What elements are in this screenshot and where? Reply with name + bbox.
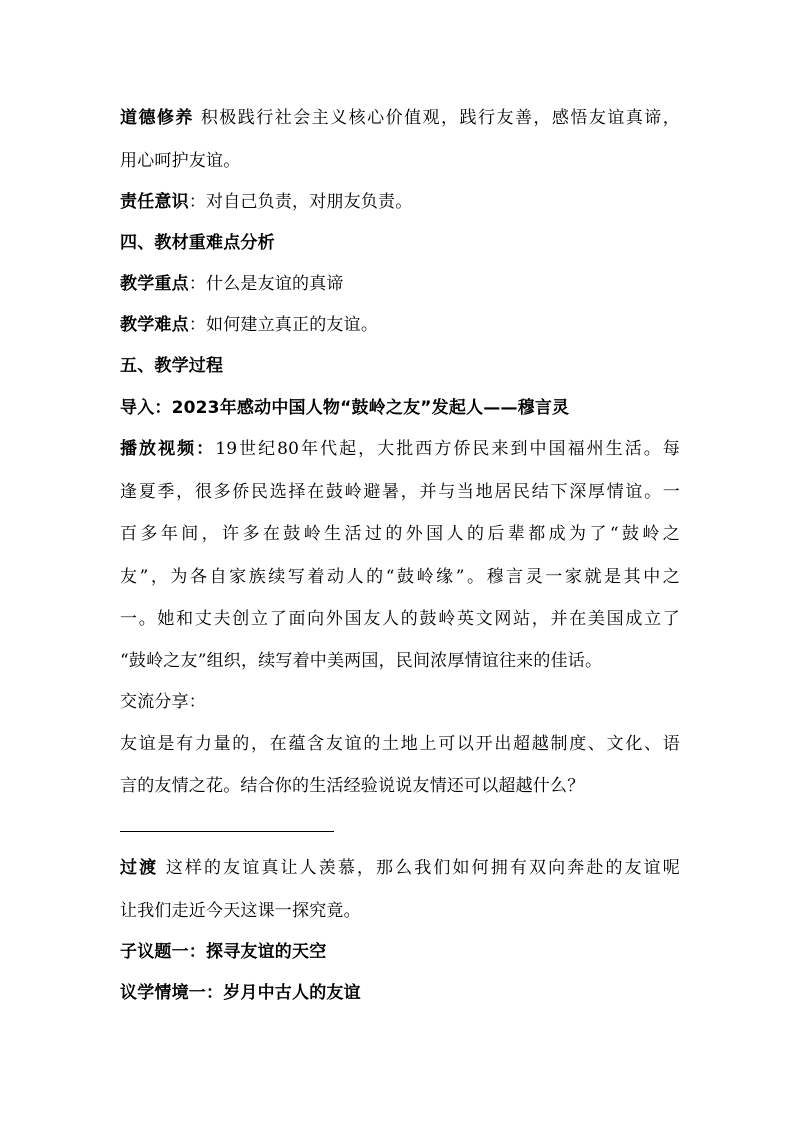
transition-line-1: [120, 856, 680, 880]
video-colon: ：: [196, 439, 216, 459]
transition-line-2: 让我们走近今天这课一探究竟。: [120, 901, 361, 921]
morality-text-1: 积极践行社会主义核心价值观，践行友善，感悟友谊真谛，: [200, 108, 680, 128]
share-line-2: 言的友情之花。结合你的生活经验说说友情还可以超越什么？: [120, 776, 585, 796]
difficult-point-line: [120, 313, 680, 337]
sub-topic-1: 子议题一：探寻友谊的天空: [120, 942, 327, 962]
key-point-line: [120, 272, 680, 296]
video-line-4: 友”，为各自家族续写着动人的“鼓岭缘”。穆言灵一家就是其中之: [120, 567, 680, 587]
scenario-1: 议学情境一：岁月中古人的友谊: [120, 983, 361, 1003]
responsibility-label: 责任意识: [120, 192, 189, 212]
video-line-5: 一。她和丈夫创立了面向外国友人的鼓岭英文网站，并在美国成立了: [120, 609, 680, 629]
answer-blank-line: [120, 831, 334, 832]
video-line-1: [120, 437, 680, 461]
transition-text-1: 这样的友谊真让人羡慕，那么我们如何拥有双向奔赴的友谊呢: [165, 858, 680, 878]
difficult-point-label: 教学难点: [120, 315, 189, 335]
transition-label: 过渡: [120, 858, 159, 878]
heading-5: 五、教学过程: [120, 356, 224, 376]
responsibility-colon: ：: [188, 192, 207, 212]
responsibility-line: [120, 190, 680, 214]
video-line-6: “鼓岭之友”组织，续写着中美两国，民间浓厚情谊往来的佳话。: [120, 651, 603, 671]
video-line-2: 逢夏季，很多侨民选择在鼓岭避暑，并与当地居民结下深厚情谊。一: [120, 482, 680, 502]
intro-line: 导入：2023年感动中国人物“鼓岭之友”发起人——穆言灵: [120, 398, 570, 418]
video-text-1: 19世纪80年代起，大批西方侨民来到中国福州生活。每: [215, 439, 680, 459]
morality-text-2: 用心呵护友谊。: [120, 151, 241, 171]
morality-line-2: [120, 149, 680, 173]
video-label: 播放视频: [120, 439, 197, 459]
video-line-3: 百多年间，许多在鼓岭生活过的外国人的后辈都成为了“鼓岭之: [120, 524, 680, 544]
share-line-1: 友谊是有力量的，在蕴含友谊的土地上可以开出超越制度、文化、语: [120, 734, 680, 754]
responsibility-text: 对自己负责，对朋友负责。: [206, 192, 413, 212]
morality-line-1: [120, 106, 680, 130]
key-point-label: 教学重点: [120, 274, 189, 294]
difficult-point-text: 如何建立真正的友谊。: [206, 315, 379, 335]
morality-label: 道德修养: [120, 108, 194, 128]
share-label: 交流分享：: [120, 692, 206, 712]
key-point-text: 什么是友谊的真谛: [206, 274, 344, 294]
key-point-colon: ：: [188, 274, 207, 294]
heading-4: 四、教材重难点分析: [120, 233, 275, 253]
difficult-point-colon: ：: [188, 315, 207, 335]
